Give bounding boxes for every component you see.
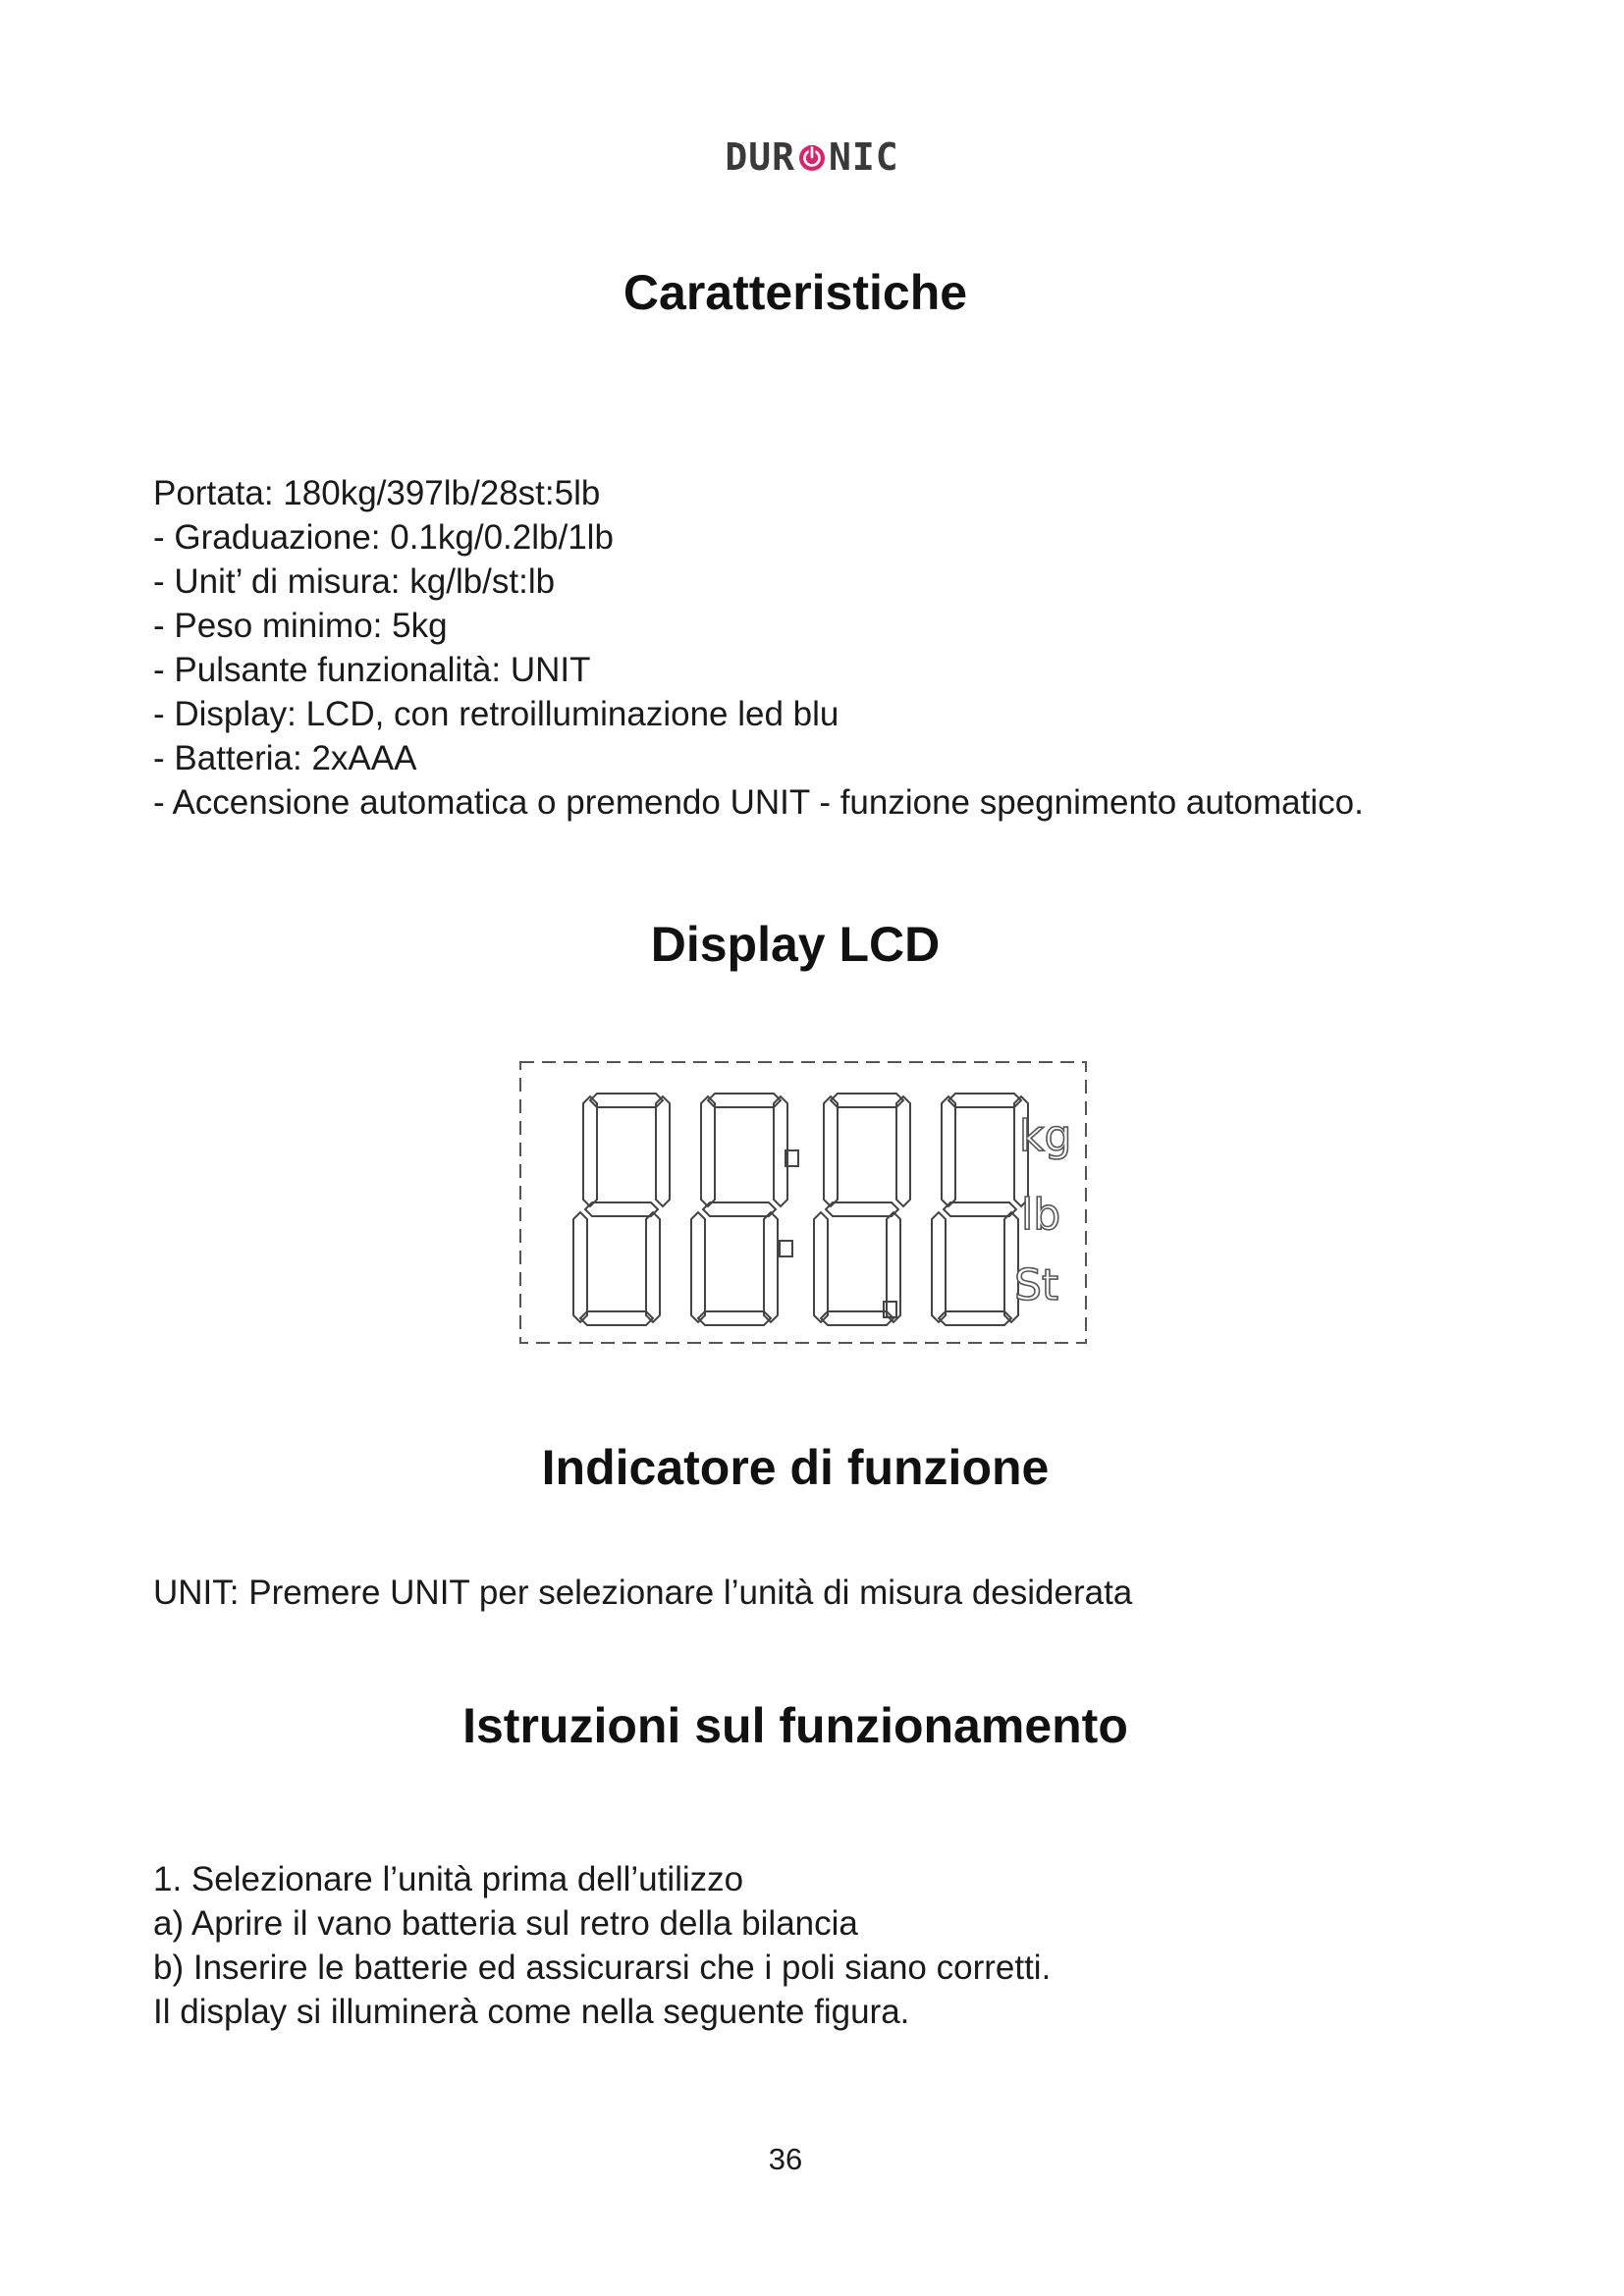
lcd-segment bbox=[821, 1311, 893, 1325]
lcd-segment bbox=[701, 1096, 715, 1206]
feature-item: - Peso minimo: 5kg bbox=[153, 607, 448, 645]
logo-text-right: NIC bbox=[829, 135, 899, 179]
logo-text-left: DUR bbox=[725, 135, 795, 179]
feature-item: - Display: LCD, con retroilluminazione led blu bbox=[153, 695, 839, 733]
lcd-segment bbox=[708, 1094, 781, 1107]
lcd-segment bbox=[896, 1096, 910, 1206]
features-list bbox=[153, 471, 1528, 825]
unit-st-label: St bbox=[1014, 1260, 1059, 1310]
feature-item: - Accensione automatica o premendo UNIT - funzione spegnimento automatico. bbox=[153, 783, 1364, 822]
feature-item: - Graduazione: 0.1kg/0.2lb/1lb bbox=[153, 518, 614, 557]
lcd-segment bbox=[691, 1212, 705, 1322]
lcd-segment bbox=[939, 1311, 1011, 1325]
lcd-segment bbox=[764, 1212, 778, 1322]
lcd-segment bbox=[656, 1096, 670, 1206]
unit-kg-label: kg bbox=[1019, 1111, 1072, 1161]
lcd-segment bbox=[583, 1096, 597, 1206]
lcd-segment bbox=[948, 1094, 1021, 1107]
lcd-segment bbox=[826, 1202, 898, 1216]
lcd-colon-dot bbox=[780, 1241, 792, 1256]
instruction-item: 1. Selezionare l’unità prima dell’utilizzo bbox=[153, 1860, 744, 1898]
instruction-item: b) Inserire le batterie ed assicurarsi che i poli siano corretti. bbox=[153, 1949, 1052, 1987]
feature-item: - Unit’ di misura: kg/lb/st:lb bbox=[153, 562, 556, 601]
lcd-segment bbox=[831, 1094, 903, 1107]
instructions-list bbox=[153, 1857, 1528, 2034]
display-title: Display LCD bbox=[650, 917, 941, 972]
instruction-item: a) Aprire il vano batteria sul retro della bilancia bbox=[153, 1904, 858, 1943]
lcd-segment bbox=[573, 1212, 587, 1322]
features-title: Caratteristiche bbox=[623, 265, 968, 320]
lcd-digits bbox=[573, 1094, 1028, 1325]
lcd-segment bbox=[698, 1311, 771, 1325]
indicator-text: UNIT: Premere UNIT per selezionare l’unità di misura desiderata bbox=[153, 1574, 1133, 1612]
instruction-item: Il display si illuminerà come nella seguente figura. bbox=[153, 1993, 910, 2031]
lcd-segment bbox=[942, 1096, 955, 1206]
feature-item: - Pulsante funzionalità: UNIT bbox=[153, 651, 591, 689]
page-number: 36 bbox=[768, 2142, 803, 2176]
lcd-segment bbox=[703, 1202, 776, 1216]
lcd-segment bbox=[944, 1202, 1016, 1216]
indicator-title: Indicatore di funzione bbox=[541, 1440, 1050, 1495]
lcd-segment bbox=[580, 1311, 653, 1325]
feature-item: - Batteria: 2xAAA bbox=[153, 739, 417, 777]
lcd-segment bbox=[824, 1096, 838, 1206]
lcd-segment bbox=[814, 1212, 828, 1322]
feature-item: Portata: 180kg/397lb/28st:5lb bbox=[153, 474, 601, 512]
lcd-segment bbox=[585, 1202, 658, 1216]
instructions-title: Istruzioni sul funzionamento bbox=[462, 1698, 1128, 1753]
lcd-segment bbox=[646, 1212, 660, 1322]
power-icon bbox=[797, 143, 827, 173]
lcd-display-figure bbox=[518, 1060, 1088, 1345]
lcd-segment bbox=[887, 1212, 900, 1322]
lcd-segment bbox=[590, 1094, 663, 1107]
lcd-segment bbox=[932, 1212, 946, 1322]
unit-lb-label: lb bbox=[1021, 1190, 1061, 1240]
brand-logo bbox=[0, 133, 1624, 181]
